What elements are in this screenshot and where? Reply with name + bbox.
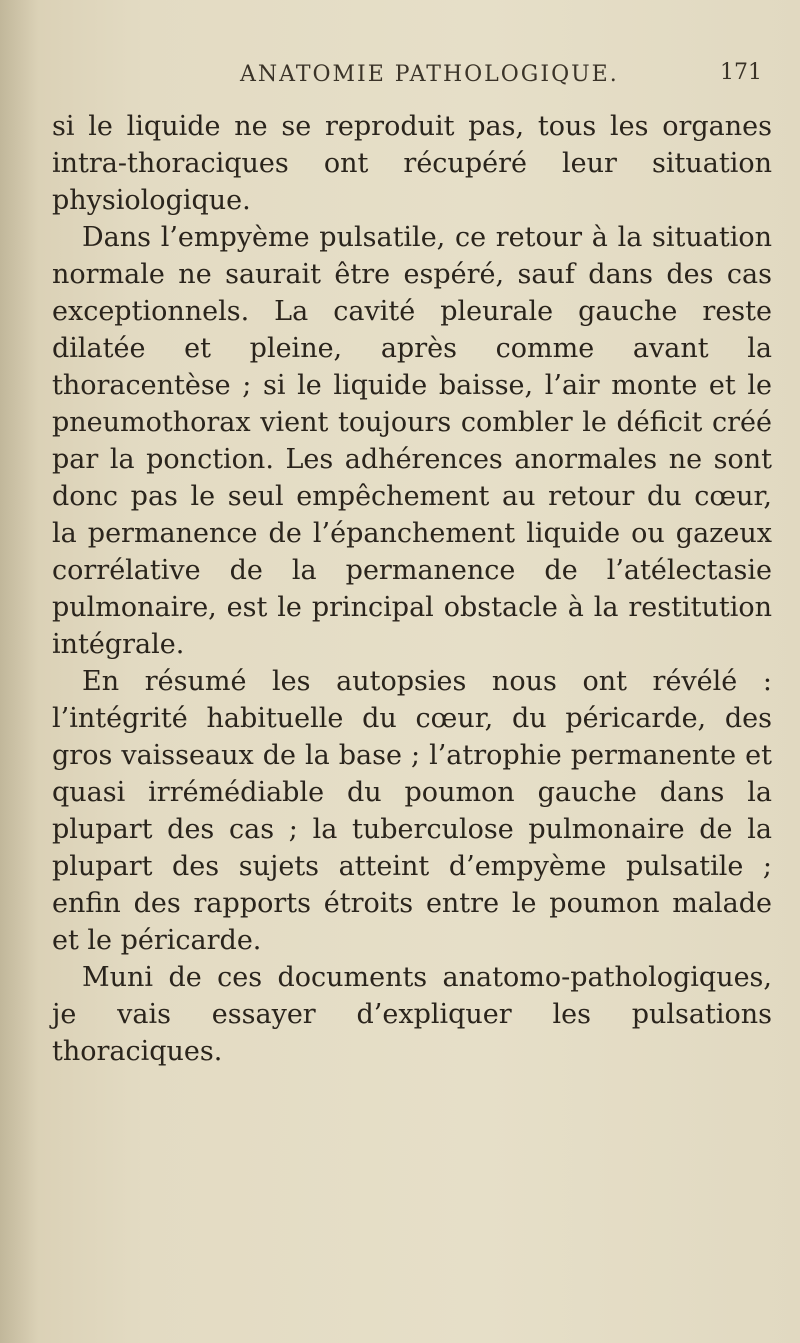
running-title: ANATOMIE PATHOLOGIQUE.	[240, 62, 619, 87]
paragraph-1: si le liquide ne se reproduit pas, tous les organes intra-thoraciques ont récupéré leur situation physiologique.	[52, 111, 772, 216]
paragraph-2: Dans l’empyème pulsatile, ce retour à la situation normale ne saurait être espéré, sauf dans des cas exceptionnels. La cavité pleurale gauche reste dilatée et pleine, après comme avant la thoracentèse ; si le liquide baisse, l’air monte et le pneumothorax vient toujours combler le déficit créé par la ponction. Les adhérences anormales ne sont donc pas le seul empêchement au retour du cœur, la permanence de l’épanchement liquide ou gazeux corrélative de la permanence de l’atélectasie pulmonaire, est le principal obstacle à la restitution intégrale.	[52, 222, 772, 660]
body-text	[52, 108, 772, 1070]
page-header	[0, 58, 800, 98]
page-number: 171	[720, 60, 762, 85]
paragraph-4: Muni de ces documents anatomo-pathologiques, je vais essayer d’expliquer les pulsations thoraciques.	[52, 962, 772, 1067]
paragraph-3: En résumé les autopsies nous ont révélé : l’intégrité habituelle du cœur, du péricarde, des gros vaisseaux de la base ; l’atrophie permanente et quasi irrémédiable du poumon gauche dans la plupart des cas ; la tuberculose pulmonaire de la plupart des sujets atteint d’empyème pulsatile ; enfin des rapports étroits entre le poumon malade et le péricarde.	[52, 666, 772, 956]
page-gutter-shadow	[0, 0, 38, 1343]
